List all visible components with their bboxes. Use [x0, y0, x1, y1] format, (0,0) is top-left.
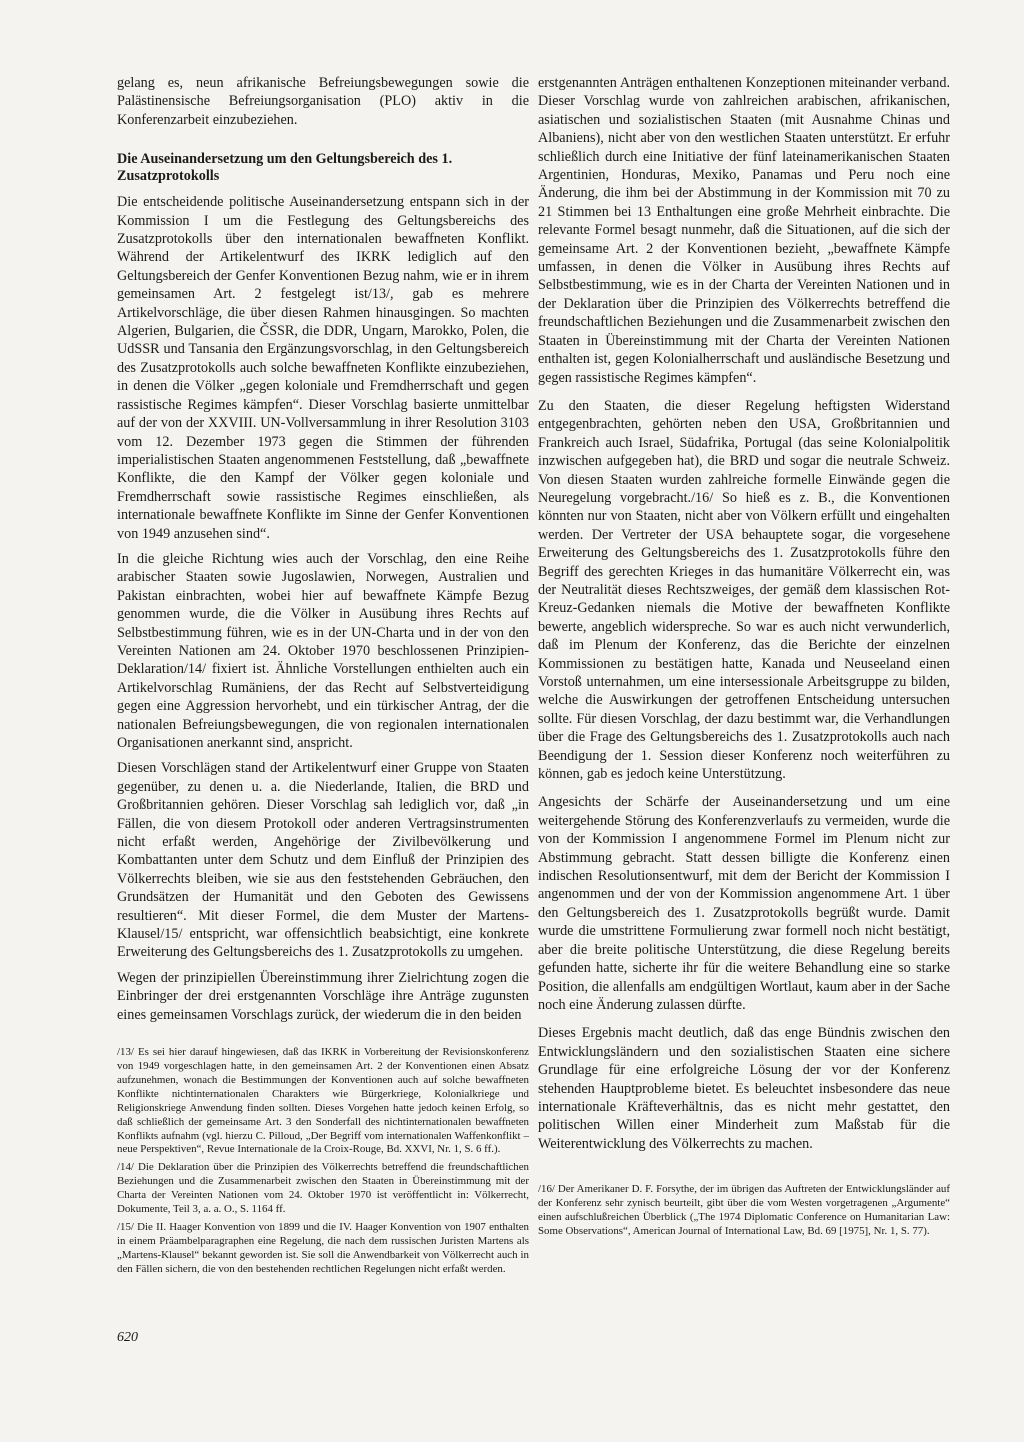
intro-paragraph: gelang es, neun afrikanische Befreiungsbewegungen sowie die Palästinensische Befreiungsorganisation (PLO) aktiv in die Konferenzarbeit einzubeziehen. — [117, 75, 529, 128]
footnote-14: /14/ Die Deklaration über die Prinzipien des Völkerrechts betreffend die freundschaftlichen Beziehungen und die Zusammenarbeit zwischen den Staaten in Übereinstimmung mit der Charta der Vereinten Nationen vom 24. Oktober 1970 ist veröffentlicht in: Völkerrecht, Dokumente, Teil 3, a. a. O., S. 1164 ff. — [117, 1161, 529, 1216]
left-column — [117, 74, 529, 1281]
footnotes-left — [117, 1046, 529, 1277]
body-paragraph: Dieses Ergebnis macht deutlich, daß das enge Bündnis zwischen den Entwicklungsländern und den sozialistischen Staaten eine sichere Grundlage für eine erfolgreiche Lösung der vor der Konferenz stehenden Hauptprobleme bietet. Es beleuchtet insbesondere das neue internationale Kräfteverhältnis, das es nicht mehr gestattet, den politischen Willen einer Minderheit zum Maßstab für die Weiterentwicklung des Völkerrechts zu machen. — [538, 1025, 950, 1152]
body-paragraph: erstgenannten Anträgen enthaltenen Konzeptionen miteinander verband. Dieser Vorschlag wurde von zahlreichen arabischen, afrikanischen, asiatischen und sozialistischen Staaten (mit Ausnahme Chinas und Albaniens), nicht aber von den westlichen Staaten unterstützt. Er erfuhr schließlich durch eine Initiative der fünf lateinamerikanischen Staaten Argentinien, Honduras, Mexiko, Panamas und Peru noch eine Änderung, die ihm bei der Abstimmung in der Kommission mit 70 zu 21 Stimmen bei 13 Enthaltungen eine große Mehrheit einbrachte. Die relevante Formel besagt nunmehr, daß die Situationen, auf die sich der gemeinsame Art. 2 der Konventionen bezieht, „bewaffnete Kämpfe umfassen, in denen die Völker in Ausübung ihres Rechts auf Selbstbestimmung, wie es in der Charta der Vereinten Nationen und in der Deklaration über die Prinzipien des Völkerrechts betreffend die freundschaftlichen Beziehungen und die Zusammenarbeit zwischen den Staaten in Übereinstimmung mit der Charta der Vereinten Nationen enthalten ist, gegen Kolonialherrschaft und ausländische Besetzung und gegen rassistische Regimes kämpfen“. — [538, 75, 950, 386]
section-heading: Die Auseinandersetzung um den Geltungsbereich des 1. Zusatzprotokolls — [117, 151, 453, 185]
footnotes-right — [538, 1183, 950, 1239]
right-column — [538, 74, 950, 1243]
page-number: 620 — [117, 1330, 138, 1345]
footnote-13: /13/ Es sei hier darauf hingewiesen, daß das IKRK in Vorbereitung der Revisionskonferenz von 1949 vorgeschlagen hatte, in den gemeinsamen Art. 2 der Konventionen einen Absatz aufzunehmen, wonach die Bestimmungen der Konventionen auch auf solche bewaffneten Konflikte nichtinternationalen Charakters wie Bürgerkriege, Kolonialkriege und Religionskriege Anwendung finden sollten. Dieses Vorgehen hatte jedoch keinen Erfolg, so daß schließlich der gemeinsame Art. 3 den Sonderfall des nichtinternationalen bewaffneten Konflikts aufnahm (vgl. hierzu C. Pilloud, „Der Begriff vom internationalen Waffenkonflikt – neue Perspektiven“, Revue Internationale de la Croix-Rouge, Bd. XXVI, Nr. 1, S. 6 ff.). — [117, 1046, 529, 1156]
body-paragraph: Zu den Staaten, die dieser Regelung heftigsten Widerstand entgegenbrachten, gehörten neben den USA, Großbritannien und Frankreich auch Israel, Südafrika, Portugal (das seine Kolonialpolitik inzwischen aufgegeben hat), die BRD und sogar die neutrale Schweiz. Von diesen Staaten wurden zahlreiche formelle Einwände gegen die Neuregelung vorgebracht./16/ So hieß es z. B., die Konventionen könnten nur von Staaten, nicht aber von Völkern erfüllt und eingehalten werden. Der Vertreter der USA behauptete sogar, die vorgesehene Erweiterung des Geltungsbereichs des 1. Zusatzprotokolls führe den Begriff des gerechten Krieges in das humanitäre Völkerrecht ein, was der Neutralität dieses Rechtszweiges, der gemäß dem klassischen Rot-Kreuz-Gedanken niemals die Motive der bewaffneten Konflikte bewerte, angeblich widerspreche. So war es auch nicht verwunderlich, daß im Plenum der Konferenz, das die Berichte der einzelnen Kommissionen zu bestätigen hatte, Kanada und Neuseeland einen Vorstoß unternahmen, um eine intersessionale Arbeitsgruppe zu bilden, welche die Auswirkungen der getroffenen Entscheidung untersuchen sollte. Für diesen Vorschlag, der dazu bestimmt war, die Verhandlungen über die Frage des Geltungsbereichs des 1. Zusatzprotokolls auch nach Beendigung der 1. Session dieser Konferenz noch weiterführen zu können, gab es jedoch keine Unterstützung. — [538, 397, 950, 783]
body-paragraph: In die gleiche Richtung wies auch der Vorschlag, den eine Reihe arabischer Staaten sowie Jugoslawien, Norwegen, Australien und Pakistan einbrachten, wobei hier auf bewaffnete Kämpfe Bezug genommen wurde, die die Völker in Ausübung ihres Rechts auf Selbstbestimmung führen, wie es in der UN-Charta und in der von den Vereinten Nationen am 24. Oktober 1970 beschlossenen Prinzipien-Deklaration/14/ fixiert ist. Ähnliche Vorstellungen enthielten auch ein Artikelvorschlag Rumäniens, der das Recht auf Selbstverteidigung gegen eine Aggression hervorhebt, und ein türkischer Antrag, der die nationalen Befreiungsbewegungen, die von regionalen internationalen Organisationen anerkannt sind, anspricht. — [117, 550, 529, 751]
body-paragraph: Diesen Vorschlägen stand der Artikelentwurf einer Gruppe von Staaten gegenüber, zu denen u. a. die Niederlande, Italien, die BRD und Großbritannien gehören. Dieser Vorschlag sah lediglich vor, daß „in Fällen, die von diesem Protokoll oder anderen Vertragsinstrumenten nicht erfaßt werden, Angehörige der Zivilbevölkerung und Kombattanten unter dem Schutz und dem Einfluß der Prinzipien des Völkerrechts bleiben, wie sie aus den feststehenden Gebräuchen, den Grundsätzen der Humanität und den Geboten des Gewissens resultieren“. Mit dieser Formel, die dem Muster der Martens-Klausel/15/ entspricht, war offensichtlich beabsichtigt, eine konkrete Erweiterung des Geltungsbereichs des 1. Zusatzprotokolls zu umgehen. — [117, 760, 529, 961]
body-paragraph: Angesichts der Schärfe der Auseinandersetzung und um eine weitergehende Störung des Konferenzverlaufs zu vermeiden, wurde die von der Kommission I angenommene Formel im Plenum nicht zur Abstimmung gebracht. Statt dessen billigte die Konferenz einen indischen Resolutionsentwurf, mit dem der Bericht der Kommission I angenommen und der von der Kommission angenommene Art. 1 über den Geltungsbereich des 1. Zusatzprotokolls begrüßt wurde. Damit wurde die umstrittene Formulierung zwar formell noch nicht bestätigt, aber die breite politische Unterstützung, die diese Regelung bereits gefunden hatte, sicherte ihr für die weitere Behandlung eine so starke Position, die allenfalls am endgültigen Wortlaut, kaum aber in der Sache noch eine Änderung zulassen dürfte. — [538, 794, 950, 1013]
body-paragraph: Wegen der prinzipiellen Übereinstimmung ihrer Zielrichtung zogen die Einbringer der drei erstgenannten Vorschläge ihre Anträge zugunsten eines gemeinsamen Vorschlags zurück, der wiederum die in den beiden — [117, 969, 529, 1023]
footnote-16: /16/ Der Amerikaner D. F. Forsythe, der im übrigen das Auftreten der Entwicklungsländer auf der Konferenz sehr zynisch beurteilt, gibt über die vom Westen vorgetragenen „Argumente“ einen aufschlußreichen Überblick („The 1974 Diplomatic Conference on Humanitarian Law: Some Observations“, American Journal of International Law, Bd. 69 [1975], Nr. 1, S. 77). — [538, 1183, 950, 1237]
body-paragraph: Die entscheidende politische Auseinandersetzung entspann sich in der Kommission I um die Festlegung des Geltungsbereichs des Zusatzprotokolls über den internationalen bewaffneten Konflikt. Während der Artikelentwurf des IKRK lediglich auf den Geltungsbereich der Genfer Konventionen Bezug nahm, wie er in ihrem gemeinsamen Art. 2 festgelegt ist/13/, gab es mehrere Artikelvorschläge, die über diesen Rahmen hinausgingen. So machten Algerien, Bulgarien, die ČSSR, die DDR, Ungarn, Marokko, Polen, die UdSSR und Tansania den Ergänzungsvorschlag, in den Geltungsbereich des Zusatzprotokolls auch solche bewaffneten Konflikte einzubeziehen, in denen die Völker „gegen koloniale und Fremdherrschaft und gegen rassistische Regimes kämpfen“. Dieser Vorschlag basierte unmittelbar auf der von der XXVIII. UN-Vollversammlung in ihrer Resolution 3103 vom 12. Dezember 1973 gegen die Stimmen der führenden imperialistischen Staaten angenommenen Feststellung, daß „bewaffnete Konflikte, die den Kampf der Völker gegen koloniale und Fremdherrschaft sowie rassistische Regimes einschließen, als internationale bewaffnete Konflikte im Sinne der Genfer Konventionen von 1949 anzusehen sind“. — [117, 194, 529, 542]
footnote-15: /15/ Die II. Haager Konvention von 1899 und die IV. Haager Konvention von 1907 enthalten in einem Präambelparagraphen eine Regelung, die nach dem russischen Juristen Martens als „Martens-Klausel“ bekannt geworden ist. Sie soll die Anwendbarkeit von Völkerrecht auch in den Fällen sichern, die von den bestehenden rechtlichen Regelungen nicht erfaßt werden. — [117, 1220, 529, 1275]
